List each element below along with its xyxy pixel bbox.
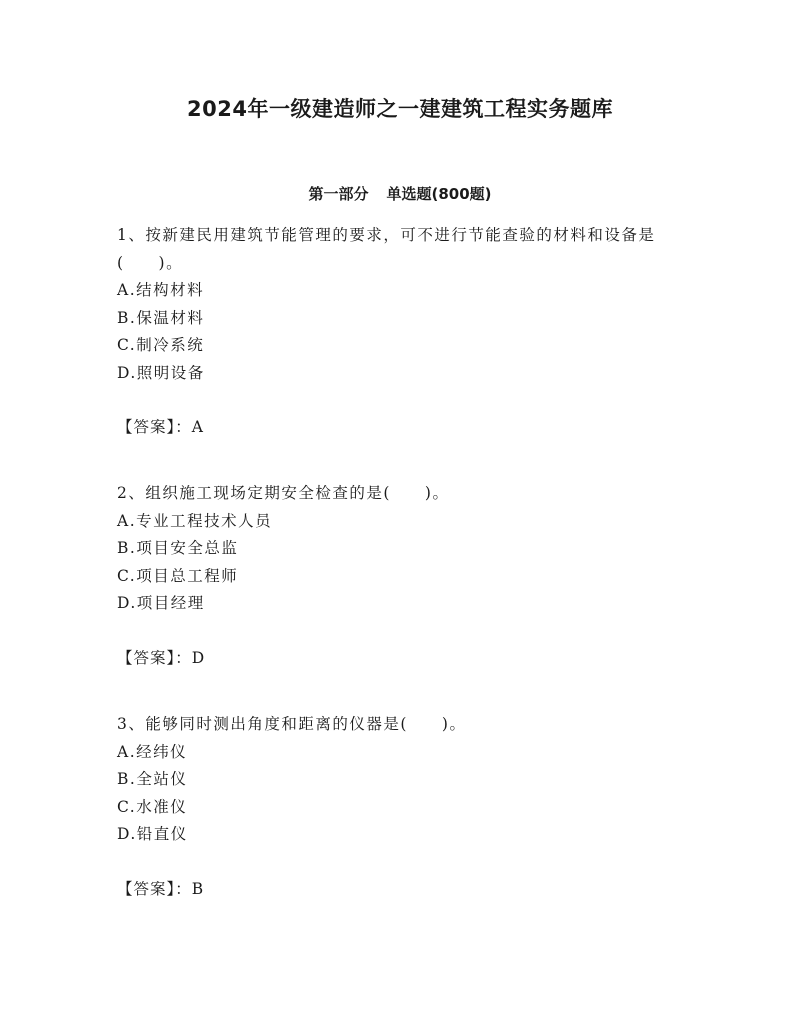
question-stem: 1、按新建民用建筑节能管理的要求，可不进行节能查验的材料和设备是( )。 <box>117 226 656 272</box>
section-part: 第一部分 <box>308 185 369 203</box>
answer-line: 【答案】：B <box>117 879 205 898</box>
answer-line: 【答案】：A <box>117 418 204 436</box>
question-1 <box>117 222 697 442</box>
option-a: A.专业工程技术人员 <box>117 511 273 530</box>
option-b: B.保温材料 <box>117 308 205 327</box>
question-stem: 2、组织施工现场定期安全检查的是( )。 <box>117 484 450 502</box>
question-stem: 3、能够同时测出角度和距离的仪器是( )。 <box>117 715 467 733</box>
option-c: C.制冷系统 <box>117 336 205 354</box>
section-heading <box>0 183 800 204</box>
option-b: B.项目安全总监 <box>117 539 239 557</box>
option-a: A.经纬仪 <box>117 742 188 761</box>
option-d: D.铅直仪 <box>117 825 188 843</box>
option-c: C.水准仪 <box>117 797 188 816</box>
question-3 <box>117 711 697 903</box>
option-d: D.项目经理 <box>117 594 205 612</box>
option-c: C.项目总工程师 <box>117 566 239 585</box>
option-b: B.全站仪 <box>117 770 188 788</box>
question-2 <box>117 480 697 672</box>
option-a: A.结构材料 <box>117 281 205 299</box>
section-name: 单选题(800题) <box>386 185 492 203</box>
document-title: 2024年一级建造师之一建建筑工程实务题库 <box>187 97 613 121</box>
option-d: D.照明设备 <box>117 363 205 382</box>
answer-line: 【答案】：D <box>117 648 206 667</box>
